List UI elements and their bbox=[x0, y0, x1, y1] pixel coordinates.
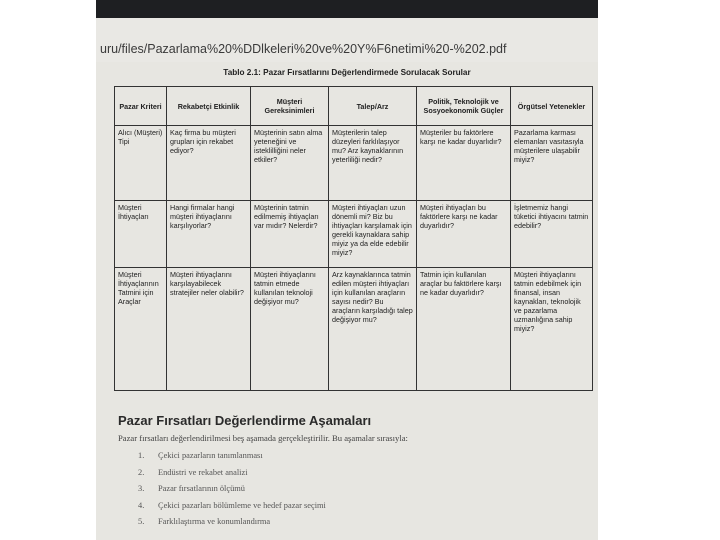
step-number: 5. bbox=[138, 517, 145, 526]
pdf-page bbox=[96, 62, 598, 540]
table-cell: Hangi firmalar hangi müşteri ihtiyaçlarını karşılıyorlar? bbox=[167, 201, 251, 268]
table-cell: Müşteri İhtiyaçlarının Tatmini için Araçlar bbox=[115, 268, 167, 391]
table-cell: Müşteriler bu faktörlere karşı ne kadar duyarlıdır? bbox=[417, 126, 511, 201]
questions-table bbox=[114, 86, 593, 391]
header-cell: Pazar Kriteri bbox=[115, 87, 167, 126]
table-cell: Kaç firma bu müşteri grupları için rekabet ediyor? bbox=[167, 126, 251, 201]
table-row bbox=[115, 268, 593, 391]
table-title: Tablo 2.1: Pazar Fırsatlarını Değerlendirmede Sorulacak Sorular bbox=[223, 68, 471, 77]
intro-paragraph: Pazar fırsatları değerlendirilmesi beş aşamada gerçekleştirilir. Bu aşamalar sırasıyla: bbox=[118, 433, 408, 443]
step-text: Çekici pazarları bölümleme ve hedef pazar seçimi bbox=[158, 500, 326, 510]
table-cell: İşletmemiz hangi tüketici ihtiyacını tatmin edebilir? bbox=[511, 201, 593, 268]
step-text: Pazar fırsatlarının ölçümü bbox=[158, 484, 245, 493]
table-cell: Pazarlama karması elemanları vasıtasıyla müşterilere ulaşabilir miyiz? bbox=[511, 126, 593, 201]
photo-margin-right bbox=[598, 0, 720, 540]
table-cell: Müşterilerin talep düzeyleri farklılaşıyor mu? Arz kaynaklarının yeterliliği nedir? bbox=[329, 126, 417, 201]
step-number: 1. bbox=[138, 451, 145, 460]
table-cell: Müşteri ihtiyaçlarını karşılayabilecek stratejiler neler olabilir? bbox=[167, 268, 251, 391]
step-number: 4. bbox=[138, 500, 145, 510]
browser-window bbox=[96, 0, 598, 540]
table-cell: Müşteri ihtiyaçlarını tatmin edebilmek için finansal, insan kaynakları, teknolojik ve pazarlama uzmanlığına sahip miyiz? bbox=[511, 268, 593, 391]
url-text[interactable]: uru/files/Pazarlama%20%DDlkeleri%20ve%20Y%F6netimi%20-%202.pdf bbox=[100, 42, 507, 56]
steps-list bbox=[118, 451, 326, 534]
header-cell: Politik, Teknolojik ve Sosyoekonomik Güçler bbox=[417, 87, 511, 126]
header-cell: Örgütsel Yetenekler bbox=[511, 87, 593, 126]
list-item bbox=[118, 517, 326, 534]
table-row bbox=[115, 126, 593, 201]
table-cell: Müşteri İhtiyaçları bbox=[115, 201, 167, 268]
table-cell: Müşteri ihtiyaçları bu faktörlere karşı ne kadar duyarlıdır? bbox=[417, 201, 511, 268]
step-text: Farklılaştırma ve konumlandırma bbox=[158, 517, 271, 526]
table-cell: Arz kaynaklarınca tatmin edilen müşteri ihtiyaçları için kullanılan araçların sayısı nedir? Bu araçların karşıladığı talep değişiyor mu? bbox=[329, 268, 417, 391]
header-cell: Müşteri Gereksinimleri bbox=[251, 87, 329, 126]
photo-margin-left bbox=[0, 0, 96, 540]
table-cell: Tatmin için kullanılan araçlar bu faktörlere karşı ne kadar duyarlıdır? bbox=[417, 268, 511, 391]
header-cell: Talep/Arz bbox=[329, 87, 417, 126]
list-item bbox=[118, 501, 326, 518]
step-number: 3. bbox=[138, 484, 145, 493]
table-cell: Müşteri ihtiyaçlarını tatmin etmede kullanılan teknoloji değişiyor mu? bbox=[251, 268, 329, 391]
table-row bbox=[115, 201, 593, 268]
table-cell: Müşterinin satın alma yeteneğini ve isteklilliğini neler etkiler? bbox=[251, 126, 329, 201]
table-cell: Müşterinin tatmin edilmemiş ihtiyaçları var mıdır? Nelerdir? bbox=[251, 201, 329, 268]
step-number: 2. bbox=[138, 467, 145, 477]
list-item bbox=[118, 484, 326, 501]
step-text: Çekici pazarların tanımlanması bbox=[158, 451, 263, 460]
table-cell: Alıcı (Müşteri) Tipi bbox=[115, 126, 167, 201]
list-item bbox=[118, 451, 326, 468]
section-heading: Pazar Fırsatları Değerlendirme Aşamaları bbox=[118, 413, 372, 428]
header-cell: Rekabetçi Etkinlik bbox=[167, 87, 251, 126]
list-item bbox=[118, 468, 326, 485]
step-text: Endüstri ve rekabet analizi bbox=[158, 467, 248, 477]
table-header-row bbox=[115, 87, 593, 126]
address-bar[interactable] bbox=[96, 18, 598, 63]
browser-tab-strip bbox=[96, 0, 598, 18]
table-cell: Müşteri ihtiyaçları uzun dönemli mi? Biz bu ihtiyaçları karşılamak için gerekli kaynaklara sahip miyiz ya da elde edebilir miyiz? bbox=[329, 201, 417, 268]
